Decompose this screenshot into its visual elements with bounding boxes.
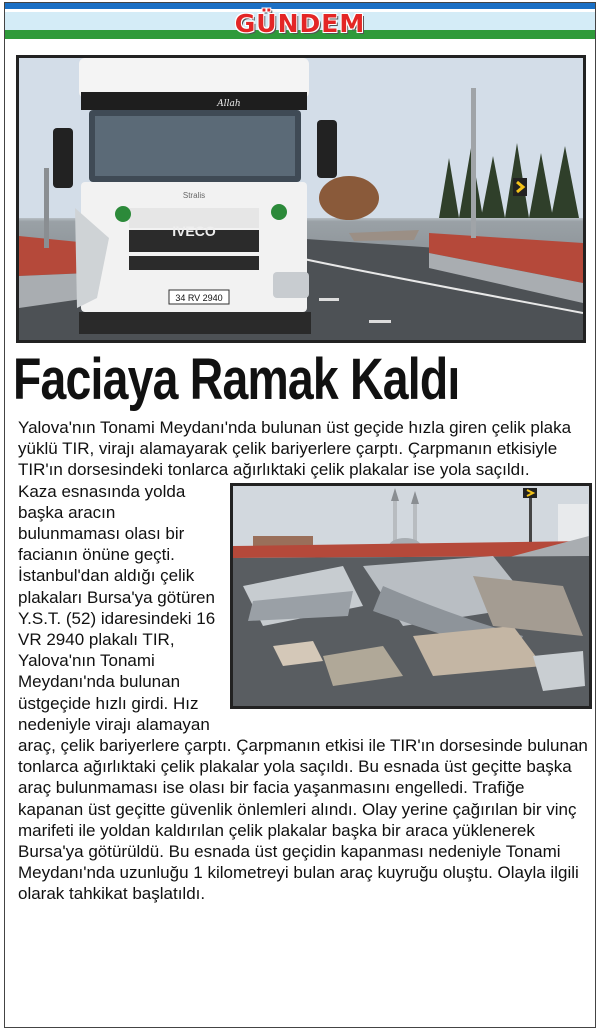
article-body: [18, 417, 592, 905]
section-title: GÜNDEM: [234, 9, 366, 38]
section-header: [5, 3, 595, 41]
newspaper-page: [4, 2, 596, 1028]
truck-brand: IVECO: [172, 223, 216, 239]
debris-photo: [230, 483, 592, 709]
truck-cab-text: Allah: [217, 99, 241, 109]
truck-model: Stralis: [182, 191, 206, 200]
truck-photo: [16, 55, 586, 343]
paragraph-1: Yalova'nın Tonami Meydanı'nda bulunan üst geçide hızla giren çelik plaka yüklü TIR, virajı alamayarak çelik bariyerlere çarptı. Çarpmanın etkisiyle TIR'ın dorsesindeki tonlarca ağırlıktaki çelik plakalar ise yola saçıldı.: [18, 418, 572, 480]
paragraph-2: Kaza esnasında yolda başka aracın bulunmaması olası bir facianın önüne geçti. İstanbul'dan aldığı çelik plakaları Bursa'ya götüren Y.S.T. (52) idaresindeki 16 VR 2940 plakalı TIR, Yalova'nın Tonami Meydanı'nda bulunan üstgeçide hızlı girdi. Hız nedeniyle virajı alamayan araç, çelik bariyerlere çarptı. Çarpmanın etkisi ile TIR'ın dorsesinde bulunan tonlarca ağırlıktaki çelik plakalar yola saçıldı. Bu esnada üst geçitte başka araç bulunmaması ise olası bir facia yaşanmasını engelledi. Trafiğe kapanan üst geçitte güvenlik önlemleri alındı. Olay yerine çağırılan bir vinç marifeti ile yoldan kaldırılan çelik plakalar başka bir araca yüklenerek Bursa'ya götürüldü. Bu esnada üst geçidin kapanması nedeniyle Tonami Meydanı'nda uzunluğu 1 kilometreyi bulan araç kuyruğu oluştu. Olayla ilgili olarak tahkikat başlatıldı.: [18, 481, 588, 904]
headline: Faciaya Ramak Kaldı: [13, 347, 460, 412]
truck-plate: 34 RV 2940: [175, 293, 223, 303]
